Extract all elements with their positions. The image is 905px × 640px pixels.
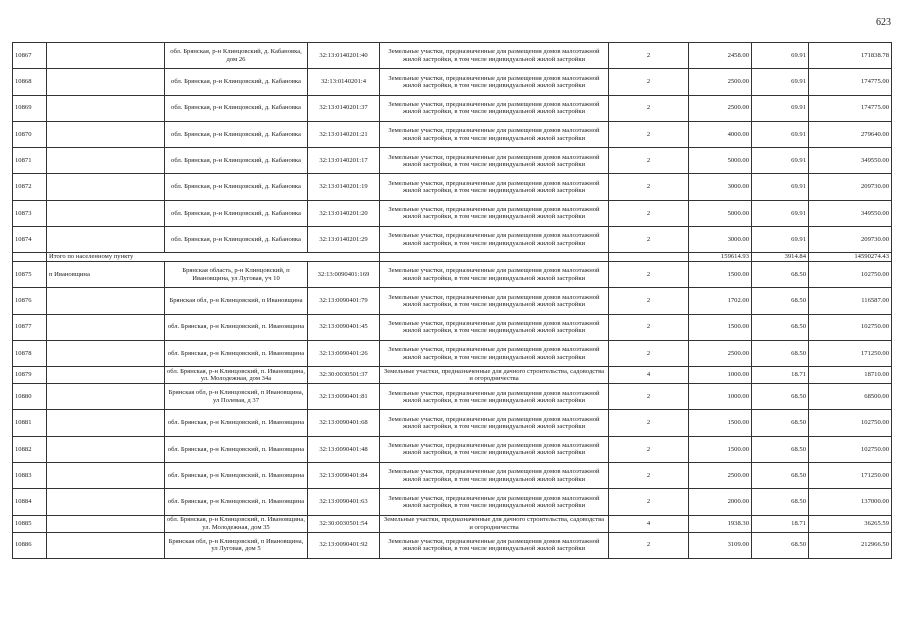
cadastral-number-cell: 32:13:0090401:79 [308, 288, 380, 314]
address-cell: обл. Брянская, р-н Клинцовский, д. Кабановка [165, 227, 308, 253]
table-row [13, 314, 892, 340]
settlement-cell [47, 410, 165, 436]
row-number: 10886 [13, 532, 47, 558]
settlement-cell [47, 69, 165, 95]
land-category-cell: Земельные участки, предназначенные для размещения домов малоэтажной жилой застройки, в том числе индивидуальной жилой застройки [380, 489, 609, 515]
cadastral-number-cell: 32:13:0140201:40 [308, 43, 380, 69]
total-value: 14590274.43 [809, 253, 892, 262]
cadastral-value-cell: 171250.00 [809, 340, 892, 366]
group-code-cell: 2 [609, 532, 689, 558]
land-category-cell: Земельные участки, предназначенные для размещения домов малоэтажной жилой застройки, в том числе индивидуальной жилой застройки [380, 532, 609, 558]
row-number: 10879 [13, 367, 47, 384]
area-cell: 2000.00 [689, 489, 752, 515]
cadastral-value-cell: 102750.00 [809, 261, 892, 287]
table-row [13, 489, 892, 515]
rate-cell: 68.50 [752, 314, 809, 340]
settlement-cell [47, 121, 165, 147]
area-cell: 1000.00 [689, 384, 752, 410]
cadastral-value-cell: 171250.00 [809, 463, 892, 489]
address-cell: обл. Брянская, р-н Клинцовский, п. Ивановщина [165, 436, 308, 462]
cadastral-number-cell: 32:13:0140201:4 [308, 69, 380, 95]
cadastral-value-cell: 349550.00 [809, 200, 892, 226]
rate-cell: 69.91 [752, 148, 809, 174]
cadastral-number-cell: 32:13:0090401:45 [308, 314, 380, 340]
table-row [13, 384, 892, 410]
address-cell: обл. Брянская, р-н Клинцовский, д. Кабановка [165, 69, 308, 95]
group-code-cell: 2 [609, 43, 689, 69]
area-cell: 1000.00 [689, 367, 752, 384]
rate-cell: 69.91 [752, 227, 809, 253]
cadastral-number-cell: 32:13:0140201:20 [308, 200, 380, 226]
rate-cell: 69.91 [752, 43, 809, 69]
area-cell: 1500.00 [689, 410, 752, 436]
group-code-cell: 4 [609, 515, 689, 532]
settlement-cell [47, 43, 165, 69]
row-number: 10867 [13, 43, 47, 69]
address-cell: обл. Брянская, р-н Клинцовский, п. Ивановщина [165, 463, 308, 489]
page-number: 623 [876, 17, 891, 28]
cadastral-value-cell: 137000.00 [809, 489, 892, 515]
cadastral-number-cell: 32:13:0140201:37 [308, 95, 380, 121]
rate-cell: 68.50 [752, 532, 809, 558]
table-row [13, 69, 892, 95]
cadastral-value-cell: 174775.00 [809, 95, 892, 121]
table-row [13, 148, 892, 174]
address-cell: Брянская обл, р-н Клинцовский, п Ивановщина, ул Луговая, дом 5 [165, 532, 308, 558]
land-category-cell: Земельные участки, предназначенные для размещения домов малоэтажной жилой застройки, в том числе индивидуальной жилой застройки [380, 227, 609, 253]
settlement-cell [47, 148, 165, 174]
rate-cell: 68.50 [752, 463, 809, 489]
group-code-cell: 2 [609, 148, 689, 174]
row-number: 10880 [13, 384, 47, 410]
land-category-cell: Земельные участки, предназначенные для размещения домов малоэтажной жилой застройки, в том числе индивидуальной жилой застройки [380, 95, 609, 121]
group-code-cell: 4 [609, 367, 689, 384]
area-cell: 2458.00 [689, 43, 752, 69]
table-row [13, 174, 892, 200]
rate-cell: 68.50 [752, 384, 809, 410]
total-area: 159614.93 [689, 253, 752, 262]
address-cell: Брянская область, р-н Клинцовский, п Ивановщина, ул Луговая, уч 10 [165, 261, 308, 287]
row-number: 10884 [13, 489, 47, 515]
cadastral-number-cell: 32:13:0090401:81 [308, 384, 380, 410]
rate-cell: 69.91 [752, 121, 809, 147]
row-number: 10881 [13, 410, 47, 436]
area-cell: 5000.00 [689, 200, 752, 226]
group-code-cell: 2 [609, 174, 689, 200]
land-category-cell: Земельные участки, предназначенные для размещения домов малоэтажной жилой застройки, в том числе индивидуальной жилой застройки [380, 43, 609, 69]
settlement-cell [47, 288, 165, 314]
table-row [13, 227, 892, 253]
group-code-cell: 2 [609, 261, 689, 287]
group-code-cell: 2 [609, 489, 689, 515]
cadastral-number-cell: 32:13:0090401:169 [308, 261, 380, 287]
cadastral-value-cell: 209730.00 [809, 174, 892, 200]
land-category-cell: Земельные участки, предназначенные для размещения домов малоэтажной жилой застройки, в том числе индивидуальной жилой застройки [380, 174, 609, 200]
rate-cell: 68.50 [752, 288, 809, 314]
table-row [13, 340, 892, 366]
address-cell: обл. Брянская, р-н Клинцовский, п. Ивановщина, ул. Молодежная, дом 34а [165, 367, 308, 384]
area-cell: 3109.00 [689, 532, 752, 558]
cadastral-value-cell: 102750.00 [809, 410, 892, 436]
settlement-cell [47, 515, 165, 532]
row-number: 10872 [13, 174, 47, 200]
land-category-cell: Земельные участки, предназначенные для размещения домов малоэтажной жилой застройки, в том числе индивидуальной жилой застройки [380, 314, 609, 340]
cadastral-number-cell: 32:13:0140201:21 [308, 121, 380, 147]
table-row [13, 367, 892, 384]
land-registry-table [12, 42, 892, 559]
cadastral-value-cell: 116587.00 [809, 288, 892, 314]
row-number: 10877 [13, 314, 47, 340]
settlement-cell: п Ивановщина [47, 261, 165, 287]
table-row [13, 515, 892, 532]
rate-cell: 69.91 [752, 174, 809, 200]
address-cell: обл. Брянская, р-н Клинцовский, д. Кабановка [165, 148, 308, 174]
land-category-cell: Земельные участки, предназначенные для размещения домов малоэтажной жилой застройки, в том числе индивидуальной жилой застройки [380, 69, 609, 95]
settlement-cell [47, 367, 165, 384]
table-row [13, 436, 892, 462]
table-row [13, 532, 892, 558]
address-cell: обл. Брянская, р-н Клинцовский, д. Кабановка [165, 200, 308, 226]
land-category-cell: Земельные участки, предназначенные для размещения домов малоэтажной жилой застройки, в том числе индивидуальной жилой застройки [380, 288, 609, 314]
cadastral-value-cell: 279640.00 [809, 121, 892, 147]
settlement-cell [47, 384, 165, 410]
settlement-cell [47, 200, 165, 226]
cadastral-number-cell: 32:13:0090401:48 [308, 436, 380, 462]
rate-cell: 68.50 [752, 489, 809, 515]
land-category-cell: Земельные участки, предназначенные для размещения домов малоэтажной жилой застройки, в том числе индивидуальной жилой застройки [380, 200, 609, 226]
table-row [13, 410, 892, 436]
address-cell: обл. Брянская, р-н Клинцовский, д. Кабановка [165, 121, 308, 147]
row-number: 10868 [13, 69, 47, 95]
address-cell: обл. Брянская, р-н Клинцовский, п. Ивановщина [165, 410, 308, 436]
row-number: 10869 [13, 95, 47, 121]
row-number: 10878 [13, 340, 47, 366]
group-code-cell: 2 [609, 95, 689, 121]
rate-cell: 18.71 [752, 515, 809, 532]
group-code-cell: 2 [609, 340, 689, 366]
total-label: Итого по населенному пункту [47, 253, 380, 262]
group-code-cell: 2 [609, 314, 689, 340]
land-category-cell: Земельные участки, предназначенные для размещения домов малоэтажной жилой застройки, в том числе индивидуальной жилой застройки [380, 410, 609, 436]
table-row [13, 463, 892, 489]
address-cell: обл. Брянская, р-н Клинцовский, д. Кабановка [165, 174, 308, 200]
row-number: 10870 [13, 121, 47, 147]
cadastral-number-cell: 32:13:0090401:92 [308, 532, 380, 558]
cadastral-number-cell: 32:30:0030501:37 [308, 367, 380, 384]
settlement-cell [47, 532, 165, 558]
land-category-cell: Земельные участки, предназначенные для размещения домов малоэтажной жилой застройки, в том числе индивидуальной жилой застройки [380, 261, 609, 287]
land-category-cell: Земельные участки, предназначенные для размещения домов малоэтажной жилой застройки, в том числе индивидуальной жилой застройки [380, 436, 609, 462]
area-cell: 1500.00 [689, 261, 752, 287]
area-cell: 3000.00 [689, 227, 752, 253]
cadastral-value-cell: 171838.78 [809, 43, 892, 69]
settlement-cell [47, 436, 165, 462]
area-cell: 1500.00 [689, 314, 752, 340]
group-code-cell: 2 [609, 384, 689, 410]
address-cell: Брянская обл, р-н Клинцовский, п Ивановщина, ул Полевая, д 37 [165, 384, 308, 410]
rate-cell: 69.91 [752, 200, 809, 226]
table-row [13, 288, 892, 314]
row-number: 10875 [13, 261, 47, 287]
rate-cell: 68.50 [752, 410, 809, 436]
table-row [13, 121, 892, 147]
land-category-cell: Земельные участки, предназначенные для дачного строительства, садоводства и огородничества [380, 367, 609, 384]
rate-cell: 69.91 [752, 95, 809, 121]
group-code-cell: 2 [609, 227, 689, 253]
table-row [13, 43, 892, 69]
row-number: 10883 [13, 463, 47, 489]
settlement-cell [47, 227, 165, 253]
rate-cell: 68.50 [752, 340, 809, 366]
group-code-cell: 2 [609, 463, 689, 489]
cadastral-value-cell: 68500.00 [809, 384, 892, 410]
area-cell: 2500.00 [689, 340, 752, 366]
settlement-cell [47, 340, 165, 366]
land-category-cell: Земельные участки, предназначенные для размещения домов малоэтажной жилой застройки, в том числе индивидуальной жилой застройки [380, 463, 609, 489]
area-cell: 5000.00 [689, 148, 752, 174]
cadastral-value-cell: 349550.00 [809, 148, 892, 174]
land-category-cell: Земельные участки, предназначенные для размещения домов малоэтажной жилой застройки, в том числе индивидуальной жилой застройки [380, 340, 609, 366]
address-cell: обл. Брянская, р-н Клинцовский, п. Ивановщина [165, 314, 308, 340]
row-number: 10871 [13, 148, 47, 174]
cadastral-number-cell: 32:30:0030501:54 [308, 515, 380, 532]
rate-cell: 68.50 [752, 436, 809, 462]
area-cell: 3000.00 [689, 174, 752, 200]
group-code-cell: 2 [609, 69, 689, 95]
area-cell: 2500.00 [689, 95, 752, 121]
address-cell: обл. Брянская, р-н Клинцовский, п. Ивановщина [165, 340, 308, 366]
settlement-cell [47, 463, 165, 489]
land-category-cell: Земельные участки, предназначенные для дачного строительства, садоводства и огородничества [380, 515, 609, 532]
rate-cell: 68.50 [752, 261, 809, 287]
row-number: 10885 [13, 515, 47, 532]
group-code-cell: 2 [609, 436, 689, 462]
table-row [13, 261, 892, 287]
settlement-cell [47, 489, 165, 515]
total-empty [380, 253, 609, 262]
land-category-cell: Земельные участки, предназначенные для размещения домов малоэтажной жилой застройки, в том числе индивидуальной жилой застройки [380, 384, 609, 410]
address-cell: обл. Брянская, р-н Клинцовский, п. Ивановщина, ул. Молодежная, дом 35 [165, 515, 308, 532]
group-code-cell: 2 [609, 121, 689, 147]
address-cell: Брянская обл, р-н Клинцовский, п Ивановщина [165, 288, 308, 314]
table-row [13, 200, 892, 226]
address-cell: обл. Брянская, р-н Клинцовский, п. Ивановщина [165, 489, 308, 515]
cadastral-number-cell: 32:13:0090401:63 [308, 489, 380, 515]
cadastral-number-cell: 32:13:0090401:26 [308, 340, 380, 366]
cadastral-value-cell: 174775.00 [809, 69, 892, 95]
total-empty [609, 253, 689, 262]
group-code-cell: 2 [609, 410, 689, 436]
row-number: 10873 [13, 200, 47, 226]
table-row [13, 95, 892, 121]
area-cell: 1938.30 [689, 515, 752, 532]
group-code-cell: 2 [609, 200, 689, 226]
rate-cell: 69.91 [752, 69, 809, 95]
cadastral-number-cell: 32:13:0090401:84 [308, 463, 380, 489]
row-number: 10874 [13, 227, 47, 253]
rate-cell: 18.71 [752, 367, 809, 384]
cadastral-value-cell: 212966.50 [809, 532, 892, 558]
total-row [13, 253, 892, 262]
area-cell: 1500.00 [689, 436, 752, 462]
total-empty [13, 253, 47, 262]
cadastral-number-cell: 32:13:0140201:17 [308, 148, 380, 174]
cadastral-value-cell: 102750.00 [809, 436, 892, 462]
cadastral-number-cell: 32:13:0140201:19 [308, 174, 380, 200]
cadastral-number-cell: 32:13:0090401:68 [308, 410, 380, 436]
area-cell: 1702.00 [689, 288, 752, 314]
settlement-cell [47, 95, 165, 121]
area-cell: 2500.00 [689, 69, 752, 95]
cadastral-number-cell: 32:13:0140201:29 [308, 227, 380, 253]
settlement-cell [47, 314, 165, 340]
cadastral-value-cell: 209730.00 [809, 227, 892, 253]
total-rate: 3914.84 [752, 253, 809, 262]
settlement-cell [47, 174, 165, 200]
cadastral-value-cell: 18710.00 [809, 367, 892, 384]
address-cell: обл. Брянская, р-н Клинцовский, д. Кабановка, дом 26 [165, 43, 308, 69]
cadastral-value-cell: 36265.59 [809, 515, 892, 532]
address-cell: обл. Брянская, р-н Клинцовский, д. Кабановка [165, 95, 308, 121]
cadastral-value-cell: 102750.00 [809, 314, 892, 340]
land-category-cell: Земельные участки, предназначенные для размещения домов малоэтажной жилой застройки, в том числе индивидуальной жилой застройки [380, 148, 609, 174]
area-cell: 4000.00 [689, 121, 752, 147]
land-category-cell: Земельные участки, предназначенные для размещения домов малоэтажной жилой застройки, в том числе индивидуальной жилой застройки [380, 121, 609, 147]
row-number: 10882 [13, 436, 47, 462]
group-code-cell: 2 [609, 288, 689, 314]
row-number: 10876 [13, 288, 47, 314]
area-cell: 2500.00 [689, 463, 752, 489]
